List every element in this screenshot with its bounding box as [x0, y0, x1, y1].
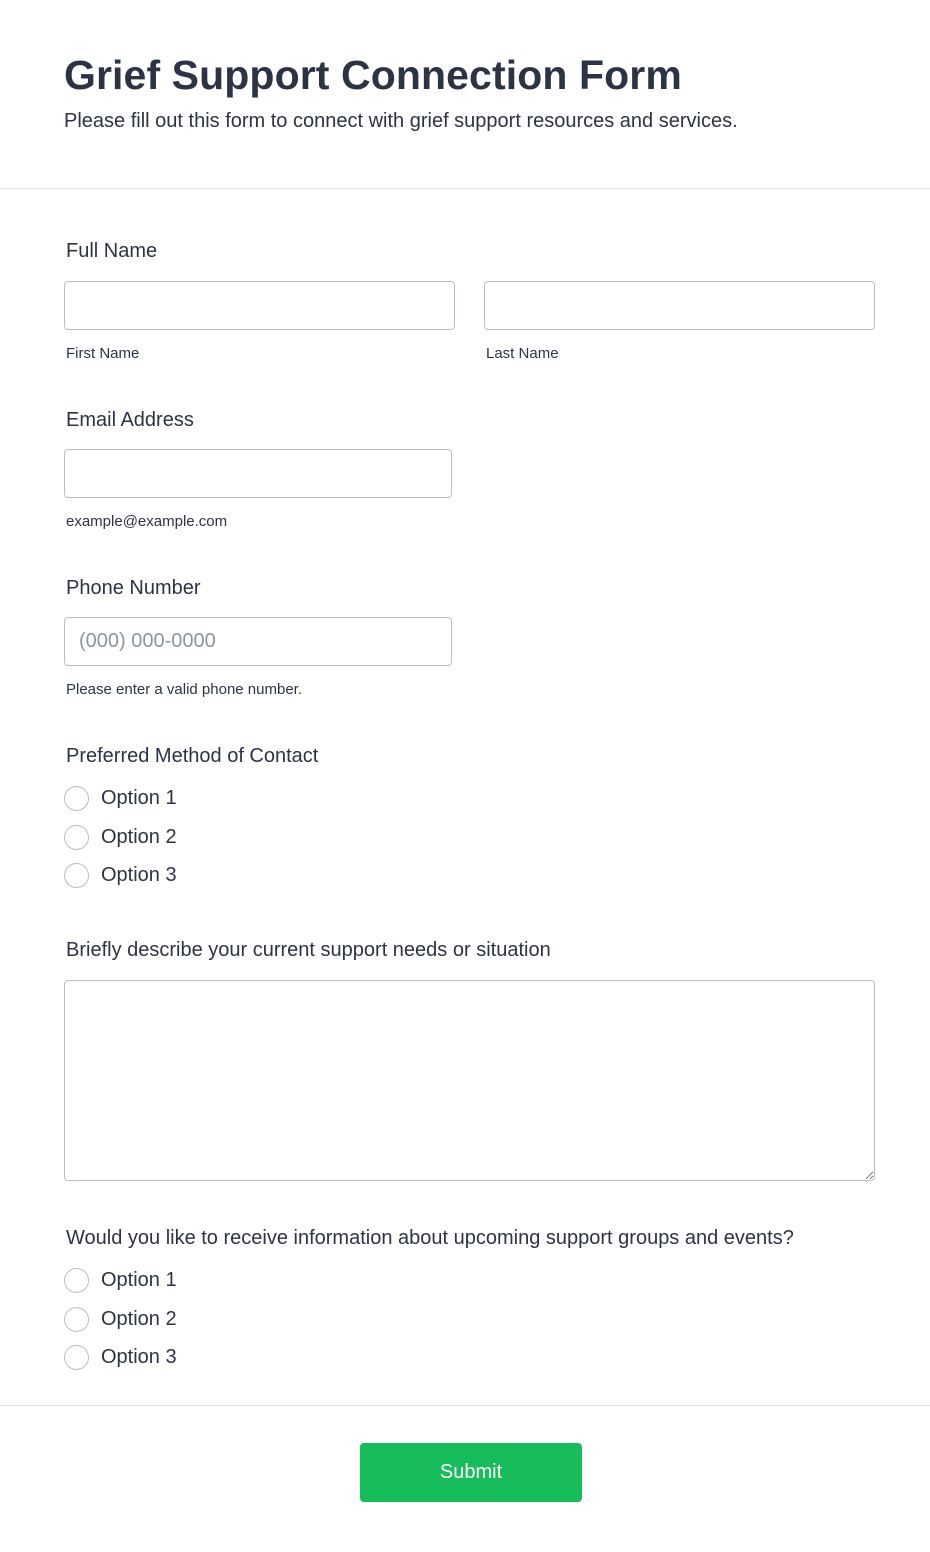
page-title: Grief Support Connection Form: [64, 52, 682, 98]
email-input[interactable]: [64, 449, 452, 498]
contact-method-option[interactable]: [64, 824, 177, 850]
info-opt-in-option[interactable]: [64, 1306, 177, 1332]
info-opt-in-label: Would you like to receive information about upcoming support groups and events?: [66, 1227, 794, 1249]
info-opt-in-option[interactable]: [64, 1344, 177, 1370]
radio-label: Option 3: [101, 1345, 177, 1368]
radio-button[interactable]: [64, 1307, 89, 1332]
radio-label: Option 2: [101, 1307, 177, 1330]
email-label: Email Address: [66, 409, 194, 431]
info-opt-in-option[interactable]: [64, 1267, 177, 1293]
radio-button[interactable]: [64, 1268, 89, 1293]
phone-sublabel: Please enter a valid phone number.: [66, 681, 302, 698]
first-name-input[interactable]: [64, 281, 455, 330]
first-name-sublabel: First Name: [66, 345, 140, 362]
radio-button[interactable]: [64, 786, 89, 811]
submit-button[interactable]: Submit: [360, 1443, 582, 1502]
radio-button[interactable]: [64, 825, 89, 850]
page-subtitle: Please fill out this form to connect with grief support resources and services.: [64, 110, 738, 132]
footer-divider: [0, 1405, 930, 1406]
phone-label: Phone Number: [66, 577, 201, 599]
contact-method-option[interactable]: [64, 862, 177, 888]
radio-button[interactable]: [64, 1345, 89, 1370]
radio-label: Option 1: [101, 1268, 177, 1291]
radio-label: Option 3: [101, 863, 177, 886]
phone-input[interactable]: [64, 617, 452, 666]
contact-method-option[interactable]: [64, 785, 177, 811]
contact-method-label: Preferred Method of Contact: [66, 745, 319, 767]
last-name-input[interactable]: [484, 281, 875, 330]
full-name-label: Full Name: [66, 240, 158, 262]
last-name-sublabel: Last Name: [486, 345, 559, 362]
support-needs-label: Briefly describe your current support needs or situation: [66, 939, 551, 961]
radio-label: Option 2: [101, 825, 177, 848]
radio-button[interactable]: [64, 863, 89, 888]
email-sublabel: example@example.com: [66, 513, 228, 530]
support-needs-textarea[interactable]: [64, 980, 875, 1181]
radio-label: Option 1: [101, 786, 177, 809]
header-divider: [0, 188, 930, 189]
